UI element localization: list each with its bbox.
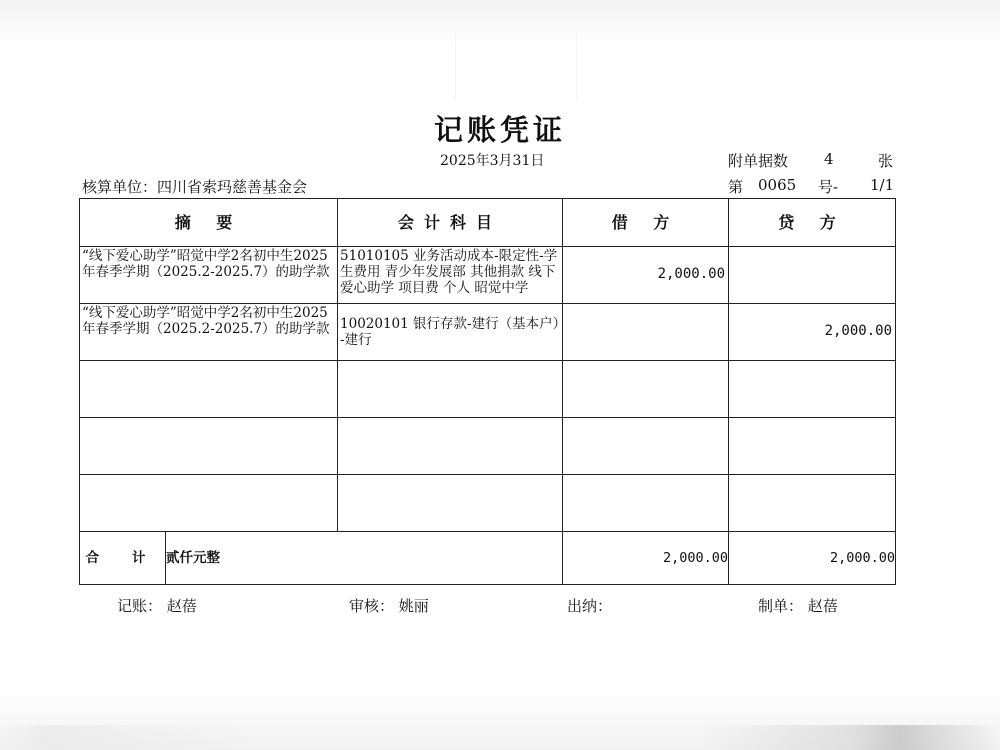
entry-credit: [729, 247, 895, 266]
voucher-number-value: 0065: [758, 176, 797, 194]
header-account: 会计科目: [338, 199, 563, 247]
total-amount-words: 贰仟元整: [166, 532, 563, 585]
accounting-unit-label: 核算单位：: [82, 178, 158, 196]
table-row-empty: [80, 418, 896, 475]
footer-auditor: 审核： 姚丽: [349, 597, 429, 615]
total-credit: 2,000.00: [729, 532, 896, 585]
footer-cashier: 出纳：: [567, 597, 613, 615]
table-row-empty: [80, 475, 896, 532]
attachment-unit: 张: [878, 152, 894, 170]
accounting-unit: [82, 176, 307, 197]
total-label: 合 计: [80, 532, 166, 585]
header-debit: 借 方: [563, 199, 729, 247]
entry-debit: 2,000.00: [657, 266, 726, 282]
entry-account: 51010105 业务活动成本-限定性-学生费用 青少年发展部 其他捐款 线下爱心助学 项目费 个人 昭觉中学: [340, 248, 558, 296]
scan-artifact-top: [455, 30, 577, 100]
scan-artifact-bottom: [0, 725, 1000, 750]
total-row: [80, 532, 896, 585]
table-row: [80, 247, 896, 304]
total-debit: 2,000.00: [563, 532, 729, 585]
table-row-empty: [80, 361, 896, 418]
voucher-number-prefix: 第: [728, 178, 744, 196]
footer-bookkeeper: 记账： 赵蓓: [117, 597, 197, 615]
entry-summary: “线下爱心助学”昭觉中学2名初中生2025年春季学期（2025.2-2025.7）的助学款: [82, 248, 330, 280]
voucher-number-suffix: 号-: [818, 178, 839, 196]
table-header-row: [80, 199, 896, 247]
table-row: [80, 304, 896, 361]
header-credit: 贷 方: [729, 199, 896, 247]
voucher-title: 记账凭证: [433, 113, 566, 147]
voucher-page: 1/1: [870, 176, 895, 194]
entry-account: 10020101 银行存款-建行（基本户）-建行: [340, 316, 560, 348]
entry-credit: 2,000.00: [824, 323, 893, 339]
entry-debit: [563, 304, 728, 323]
voucher-date: 2025年3月31日: [440, 153, 545, 169]
voucher-table: [79, 198, 896, 585]
footer-preparer: 制单： 赵蓓: [758, 597, 838, 615]
attachment-label: 附单据数: [728, 152, 789, 170]
header-summary: 摘 要: [80, 199, 338, 247]
entry-summary: “线下爱心助学”昭觉中学2名初中生2025年春季学期（2025.2-2025.7）的助学款: [82, 305, 330, 337]
attachment-number: 4: [824, 150, 834, 168]
accounting-unit-value: 四川省索玛慈善基金会: [157, 178, 308, 196]
